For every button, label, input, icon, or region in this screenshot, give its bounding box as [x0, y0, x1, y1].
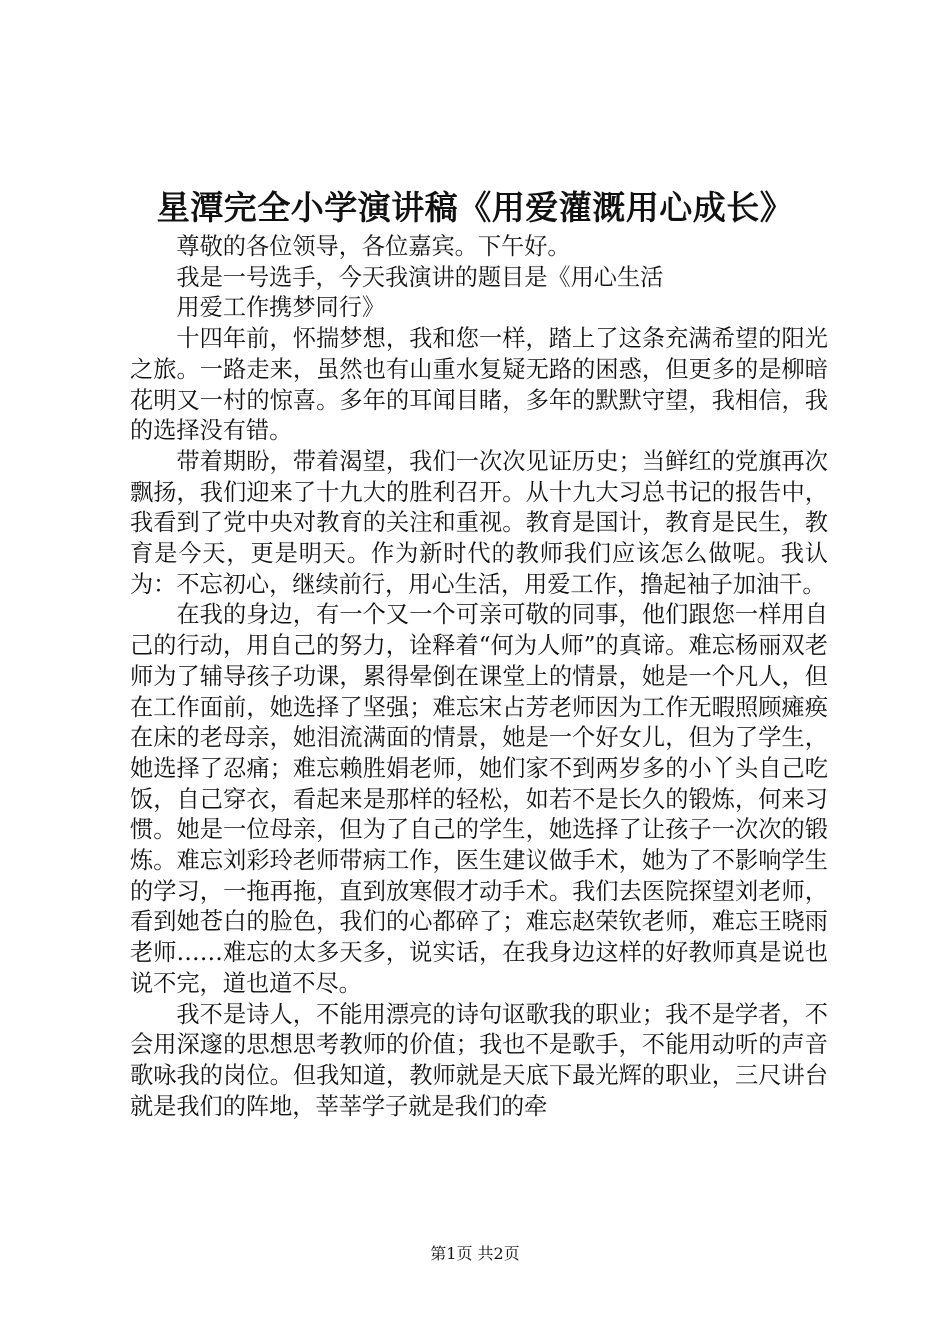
document-body [130, 232, 828, 1122]
document-title: 星潭完全小学演讲稿《用爱灌溉用心成长》 [156, 188, 794, 227]
paragraph-body: 带着期盼，带着渴望，我们一次次见证历史；当鲜红的党旗再次飘扬，我们迎来了十九大的胜利召开。从十九大习总书记的报告中，我看到了党中央对教育的关注和重视。教育是国计，教育是民生，教育是今天，更是明天。作为新时代的教师我们应该怎么做呢。我认为：不忘初心，继续前行，用心生活，用爱工作，撸起袖子加油干。 [130, 447, 828, 598]
paragraph-body: 在我的身边，有一个又一个可亲可敬的同事，他们跟您一样用自己的行动，用自己的努力，诠释着“何为人师”的真谛。难忘杨丽双老师为了辅导孩子功课，累得晕倒在课堂上的情景，她是一个凡人，但在工作面前，她选择了坚强；难忘宋占芳老师因为工作无暇照顾瘫痪在床的老母亲，她泪流满面的情景，她是一个好女儿，但为了学生，她选择了忍痛；难忘赖胜娟老师，她们家不到两岁多的小丫头自己吃饭，自己穿衣，看起来是那样的轻松，如若不是长久的锻炼，何来习惯。她是一位母亲，但为了自己的学生，她选择了让孩子一次次的锻炼。难忘刘彩玲老师带病工作，医生建议做手术，她为了不影响学生的学习，一拖再拖，直到放寒假才动手术。我们去医院探望刘老师，看到她苍白的脸色，我们的心都碎了；难忘赵荣钦老师，难忘王晓雨老师……难忘的太多天多，说实话，在我身边这样的好教师真是说也说不完，道也道不尽。 [130, 601, 828, 997]
paragraph-intro: 我是一号选手，今天我演讲的题目是《用心生活 [176, 263, 664, 291]
paragraph-body: 十四年前，怀揣梦想，我和您一样，踏上了这条充满希望的阳光之旅。一路走来，虽然也有山重水复疑无路的困惑，但更多的是柳暗花明又一村的惊喜。多年的耳闻目睹，多年的默默守望，我相信，我的选择没有错。 [130, 325, 828, 445]
paragraph-body: 我不是诗人，不能用漂亮的诗句讴歌我的职业；我不是学者，不会用深邃的思想思考教师的价值；我也不是歌手，不能用动听的声音歌咏我的岗位。但我知道，教师就是天底下最光辉的职业，三尺讲台就是我们的阵地，莘莘学子就是我们的牵 [130, 1000, 828, 1120]
paragraph-greeting: 尊敬的各位领导，各位嘉宾。下午好。 [176, 233, 571, 260]
page-footer: 第1页 共2页 [430, 1244, 520, 1263]
paragraph-topic-continued: 用爱工作携梦同行》 [176, 294, 386, 322]
